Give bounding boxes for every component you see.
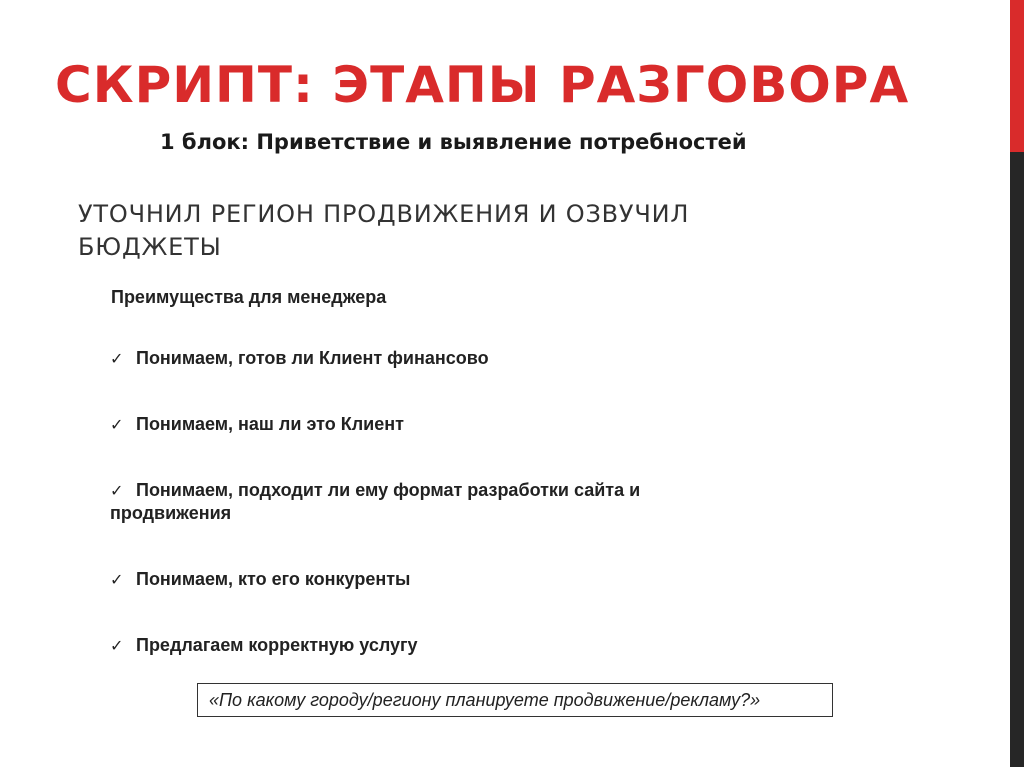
list-item: [110, 347, 730, 370]
side-band-accent: [1010, 0, 1024, 152]
list-item: [110, 568, 730, 591]
list-item-text: Предлагаем корректную услугу: [136, 635, 418, 655]
check-icon: ✓: [110, 570, 124, 589]
sample-question-box: «По какому городу/региону планируете продвижение/рекламу?»: [197, 683, 833, 717]
section-heading: УТОЧНИЛ РЕГИОН ПРОДВИЖЕНИЯ И ОЗВУЧИЛ БЮДЖЕТЫ: [78, 200, 690, 261]
check-icon: ✓: [110, 415, 124, 434]
list-item: [110, 634, 730, 657]
list-item-text: Понимаем, готов ли Клиент финансово: [136, 348, 489, 368]
list-item: [110, 413, 730, 436]
benefits-title: Преимущества для менеджера: [111, 287, 387, 307]
list-item-text: Понимаем, наш ли это Клиент: [136, 414, 404, 434]
slide-title: СКРИПТ: ЭТАПЫ РАЗГОВОРА: [55, 56, 910, 114]
check-icon: ✓: [110, 481, 124, 500]
list-item-text: Понимаем, подходит ли ему формат разработки сайта и продвижения: [110, 480, 641, 523]
list-item-text: Понимаем, кто его конкуренты: [136, 569, 411, 589]
check-icon: ✓: [110, 349, 124, 368]
slide-subtitle: 1 блок: Приветствие и выявление потребностей: [160, 130, 747, 154]
list-item: [110, 479, 730, 525]
check-icon: ✓: [110, 636, 124, 655]
